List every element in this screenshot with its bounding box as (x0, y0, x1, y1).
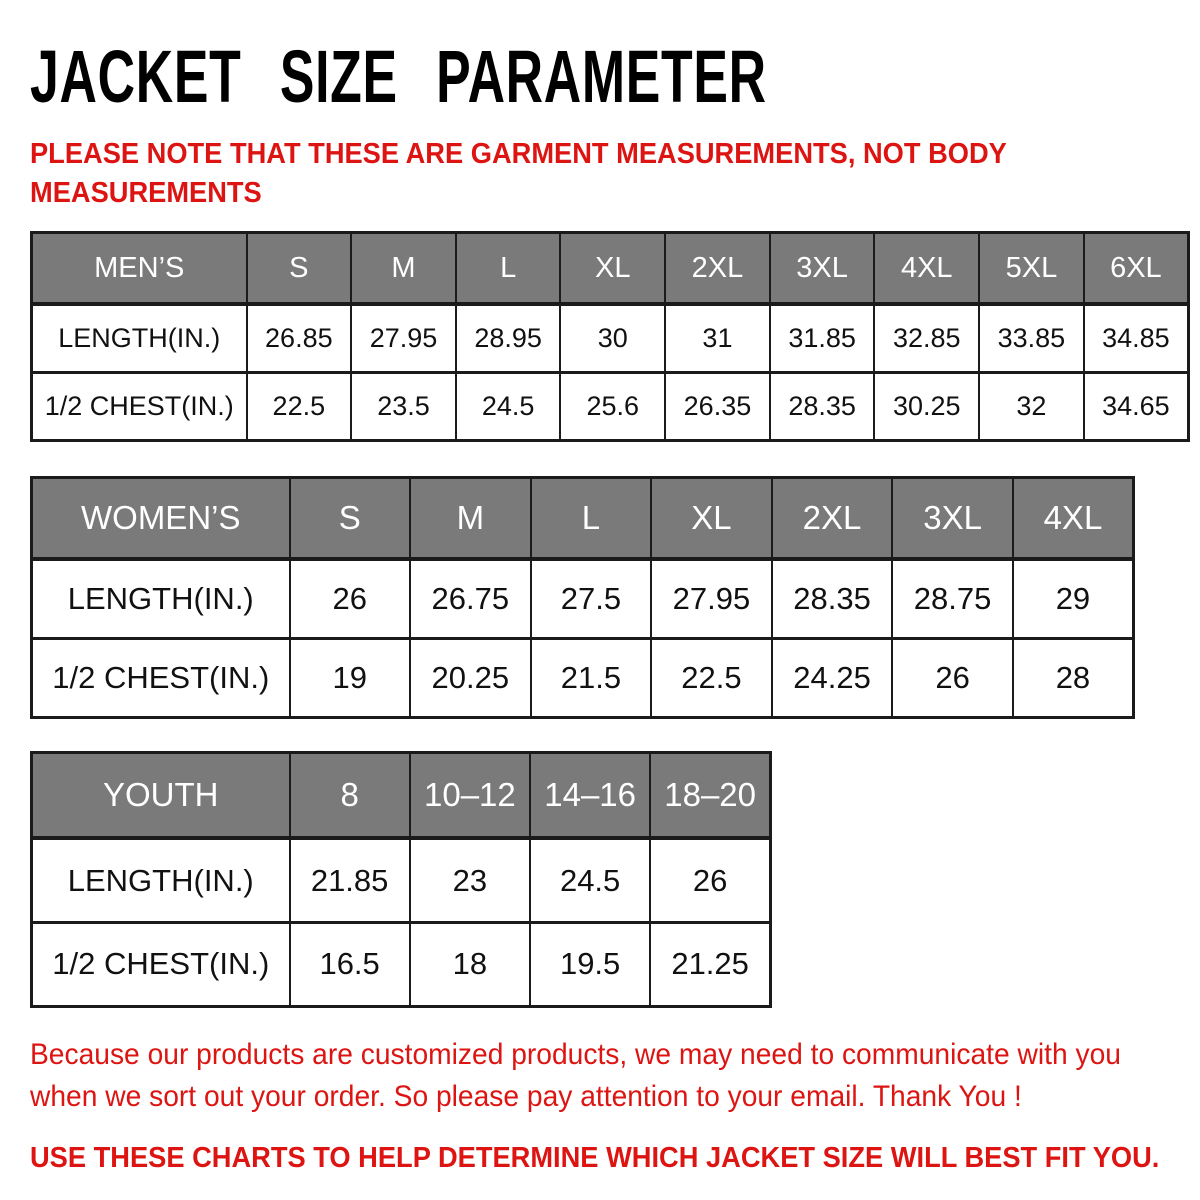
value-cell: 33.85 (979, 304, 1084, 372)
value-cell: 34.65 (1084, 372, 1189, 440)
size-header-cell: 2XL (772, 477, 893, 559)
mens-header-row (32, 232, 1189, 304)
value-cell: 26 (892, 638, 1013, 717)
note-line-2: MEASUREMENTS (30, 176, 262, 209)
usage-advice (30, 1140, 1170, 1176)
mens-length-row (32, 304, 1189, 372)
value-cell: 28.35 (770, 372, 875, 440)
womens-table-title: WOMEN’S (32, 477, 290, 559)
size-header-cell: 5XL (979, 232, 1084, 304)
size-header-cell: 3XL (892, 477, 1013, 559)
customization-notice-line-1: Because our products are customized products, we may need to communicate with you (30, 1037, 1121, 1071)
size-header-cell: XL (560, 232, 665, 304)
value-cell: 16.5 (290, 922, 410, 1006)
value-cell: 31 (665, 304, 770, 372)
value-cell: 34.85 (1084, 304, 1189, 372)
value-cell: 26.35 (665, 372, 770, 440)
page-title-text: JACKET SIZE PARAMETER (30, 35, 767, 119)
youth-header-row (32, 752, 771, 838)
mens-size-table (30, 231, 1190, 442)
size-header-cell: 6XL (1084, 232, 1189, 304)
row-label: LENGTH(IN.) (32, 304, 247, 372)
value-cell: 25.6 (560, 372, 665, 440)
size-header-cell: M (410, 477, 531, 559)
size-header-cell: S (247, 232, 352, 304)
value-cell: 31.85 (770, 304, 875, 372)
value-cell: 24.5 (530, 838, 650, 922)
value-cell: 19.5 (530, 922, 650, 1006)
mens-table-title: MEN’S (32, 232, 247, 304)
youth-length-row (32, 838, 771, 922)
size-header-cell: 14–16 (530, 752, 650, 838)
value-cell: 26 (650, 838, 770, 922)
value-cell: 24.5 (456, 372, 561, 440)
womens-size-table (30, 476, 1135, 719)
value-cell: 27.95 (351, 304, 456, 372)
youth-chest-row (32, 922, 771, 1006)
size-header-cell: 18–20 (650, 752, 770, 838)
value-cell: 26.75 (410, 559, 531, 638)
mens-chest-row (32, 372, 1189, 440)
womens-chest-row (32, 638, 1134, 717)
page-title (30, 35, 1170, 119)
youth-table-title: YOUTH (32, 752, 290, 838)
value-cell: 32.85 (874, 304, 979, 372)
value-cell: 27.95 (651, 559, 772, 638)
value-cell: 18 (410, 922, 530, 1006)
customization-notice-line-2: when we sort out your order. So please pay attention to your email. Thank You ! (30, 1079, 1022, 1113)
value-cell: 32 (979, 372, 1084, 440)
value-cell: 26.85 (247, 304, 352, 372)
value-cell: 27.5 (531, 559, 652, 638)
value-cell: 23 (410, 838, 530, 922)
value-cell: 21.85 (290, 838, 410, 922)
value-cell: 28.95 (456, 304, 561, 372)
row-label: LENGTH(IN.) (32, 559, 290, 638)
size-header-cell: 4XL (874, 232, 979, 304)
garment-measurement-note (30, 135, 1170, 213)
value-cell: 20.25 (410, 638, 531, 717)
value-cell: 29 (1013, 559, 1134, 638)
value-cell: 24.25 (772, 638, 893, 717)
row-label: 1/2 CHEST(IN.) (32, 922, 290, 1006)
row-label: LENGTH(IN.) (32, 838, 290, 922)
value-cell: 19 (290, 638, 411, 717)
size-header-cell: 3XL (770, 232, 875, 304)
value-cell: 30 (560, 304, 665, 372)
row-label: 1/2 CHEST(IN.) (32, 638, 290, 717)
value-cell: 22.5 (651, 638, 772, 717)
value-cell: 26 (290, 559, 411, 638)
size-header-cell: 2XL (665, 232, 770, 304)
size-header-cell: 4XL (1013, 477, 1134, 559)
size-header-cell: S (290, 477, 411, 559)
youth-size-table (30, 751, 772, 1008)
size-header-cell: 8 (290, 752, 410, 838)
value-cell: 28.35 (772, 559, 893, 638)
note-line-1: PLEASE NOTE THAT THESE ARE GARMENT MEASUREMENTS, NOT BODY (30, 137, 1007, 170)
value-cell: 21.25 (650, 922, 770, 1006)
row-label: 1/2 CHEST(IN.) (32, 372, 247, 440)
size-header-cell: M (351, 232, 456, 304)
value-cell: 21.5 (531, 638, 652, 717)
womens-length-row (32, 559, 1134, 638)
value-cell: 30.25 (874, 372, 979, 440)
value-cell: 22.5 (247, 372, 352, 440)
value-cell: 28 (1013, 638, 1134, 717)
size-header-cell: L (456, 232, 561, 304)
size-header-cell: L (531, 477, 652, 559)
usage-advice-text: USE THESE CHARTS TO HELP DETERMINE WHICH JACKET SIZE WILL BEST FIT YOU. (30, 1141, 1160, 1174)
womens-header-row (32, 477, 1134, 559)
value-cell: 23.5 (351, 372, 456, 440)
size-header-cell: XL (651, 477, 772, 559)
customization-notice (30, 1034, 1170, 1118)
value-cell: 28.75 (892, 559, 1013, 638)
size-header-cell: 10–12 (410, 752, 530, 838)
